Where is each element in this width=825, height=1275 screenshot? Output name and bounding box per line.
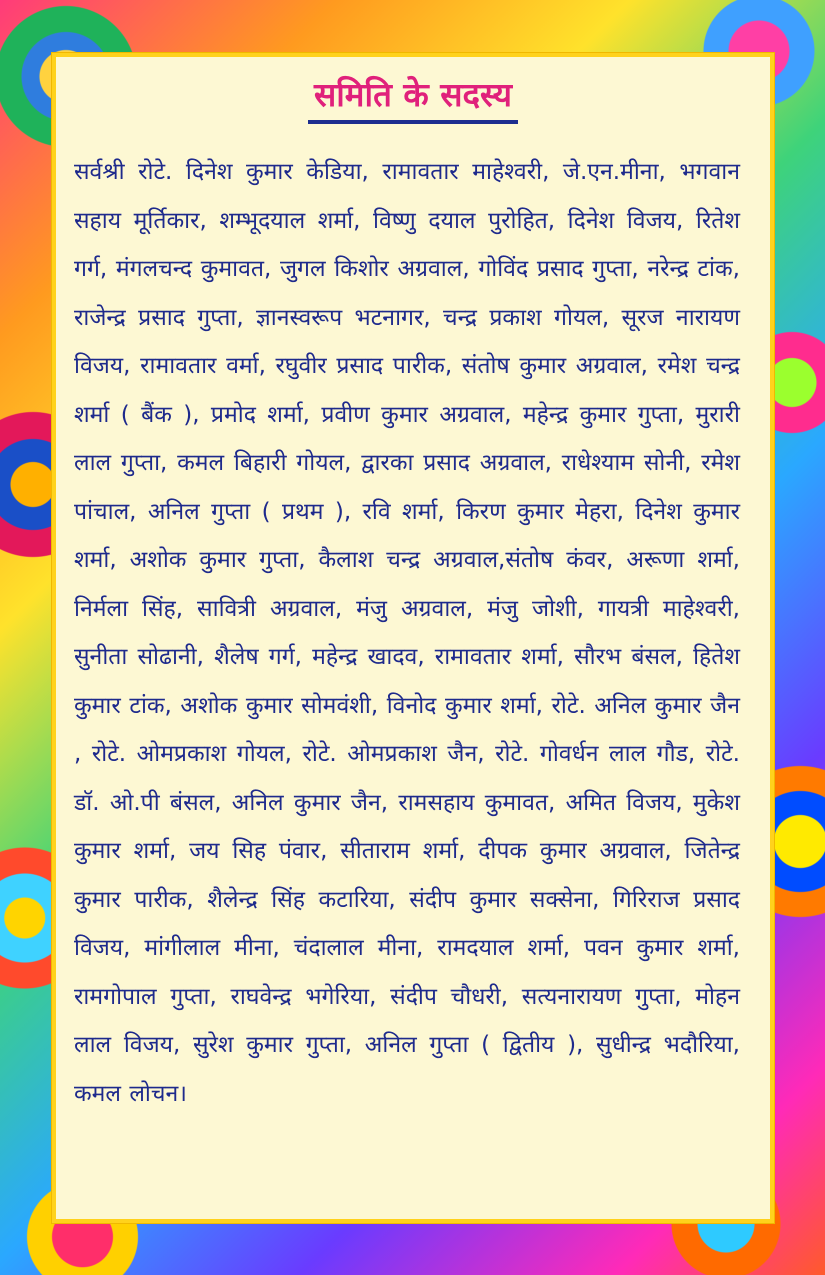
- title-wrap: [56, 71, 770, 124]
- members-list-text: सर्वश्री रोटे. दिनेश कुमार केडिया, रामावतार माहेश्वरी, जे.एन.मीना, भगवान सहाय मूर्तिकार, शम्भूदयाल शर्मा, विष्णु दयाल पुरोहित, दिनेश विजय, रितेश गर्ग, मंगलचन्द कुमावत, जुगल किशोर अग्रवाल, गोविंद प्रसाद गुप्ता, नरेन्द्र टांक, राजेन्द्र प्रसाद गुप्ता, ज्ञानस्वरूप भटनागर, चन्द्र प्रकाश गोयल, सूरज नारायण विजय, रामावतार वर्मा, रघुवीर प्रसाद पारीक, संतोष कुमार अग्रवाल, रमेश चन्द्र शर्मा ( बैंक ), प्रमोद शर्मा, प्रवीण कुमार अग्रवाल, महेन्द्र कुमार गुप्ता, मुरारी लाल गुप्ता, कमल बिहारी गोयल, द्वारका प्रसाद अग्रवाल, राधेश्याम सोनी, रमेश पांचाल, अनिल गुप्ता ( प्रथम ), रवि शर्मा, किरण कुमार मेहरा, दिनेश कुमार शर्मा, अशोक कुमार गुप्ता, कैलाश चन्द्र अग्रवाल,संतोष कंवर, अरूणा शर्मा, निर्मला सिंह, सावित्री अग्रवाल, मंजु अग्रवाल, मंजु जोशी, गायत्री माहेश्वरी, सुनीता सोढानी, शैलेष गर्ग, महेन्द्र खादव, रामावतार शर्मा, सौरभ बंसल, हितेश कुमार टांक, अशोक कुमार सोमवंशी, विनोद कुमार शर्मा, रोटे. अनिल कुमार जैन , रोटे. ओमप्रकाश गोयल, रोटे. ओमप्रकाश जैन, रोटे. गोवर्धन लाल गौड, रोटे. डॉ. ओ.पी बंसल, अनिल कुमार जैन, रामसहाय कुमावत, अमित विजय, मुकेश कुमार शर्मा, जय सिह पंवार, सीताराम शर्मा, दीपक कुमार अग्रवाल, जितेन्द्र कुमार पारीक, शैलेन्द्र सिंह कटारिया, संदीप कुमार सक्सेना, गिरिराज प्रसाद विजय, मांगीलाल मीना, चंदालाल मीना, रामदयाल शर्मा, पवन कुमार शर्मा, रामगोपाल गुप्ता, राघवेन्द्र भगेरिया, संदीप चौधरी, सत्यनारायण गुप्ता, मोहन लाल विजय, सुरेश कुमार गुप्ता, अनिल गुप्ता ( द्वितीय ), सुधीन्द्र भदौरिया, कमल लोचन।: [74, 159, 740, 1107]
- members-panel: [52, 53, 774, 1223]
- page-title: समिति के सदस्य: [308, 71, 518, 124]
